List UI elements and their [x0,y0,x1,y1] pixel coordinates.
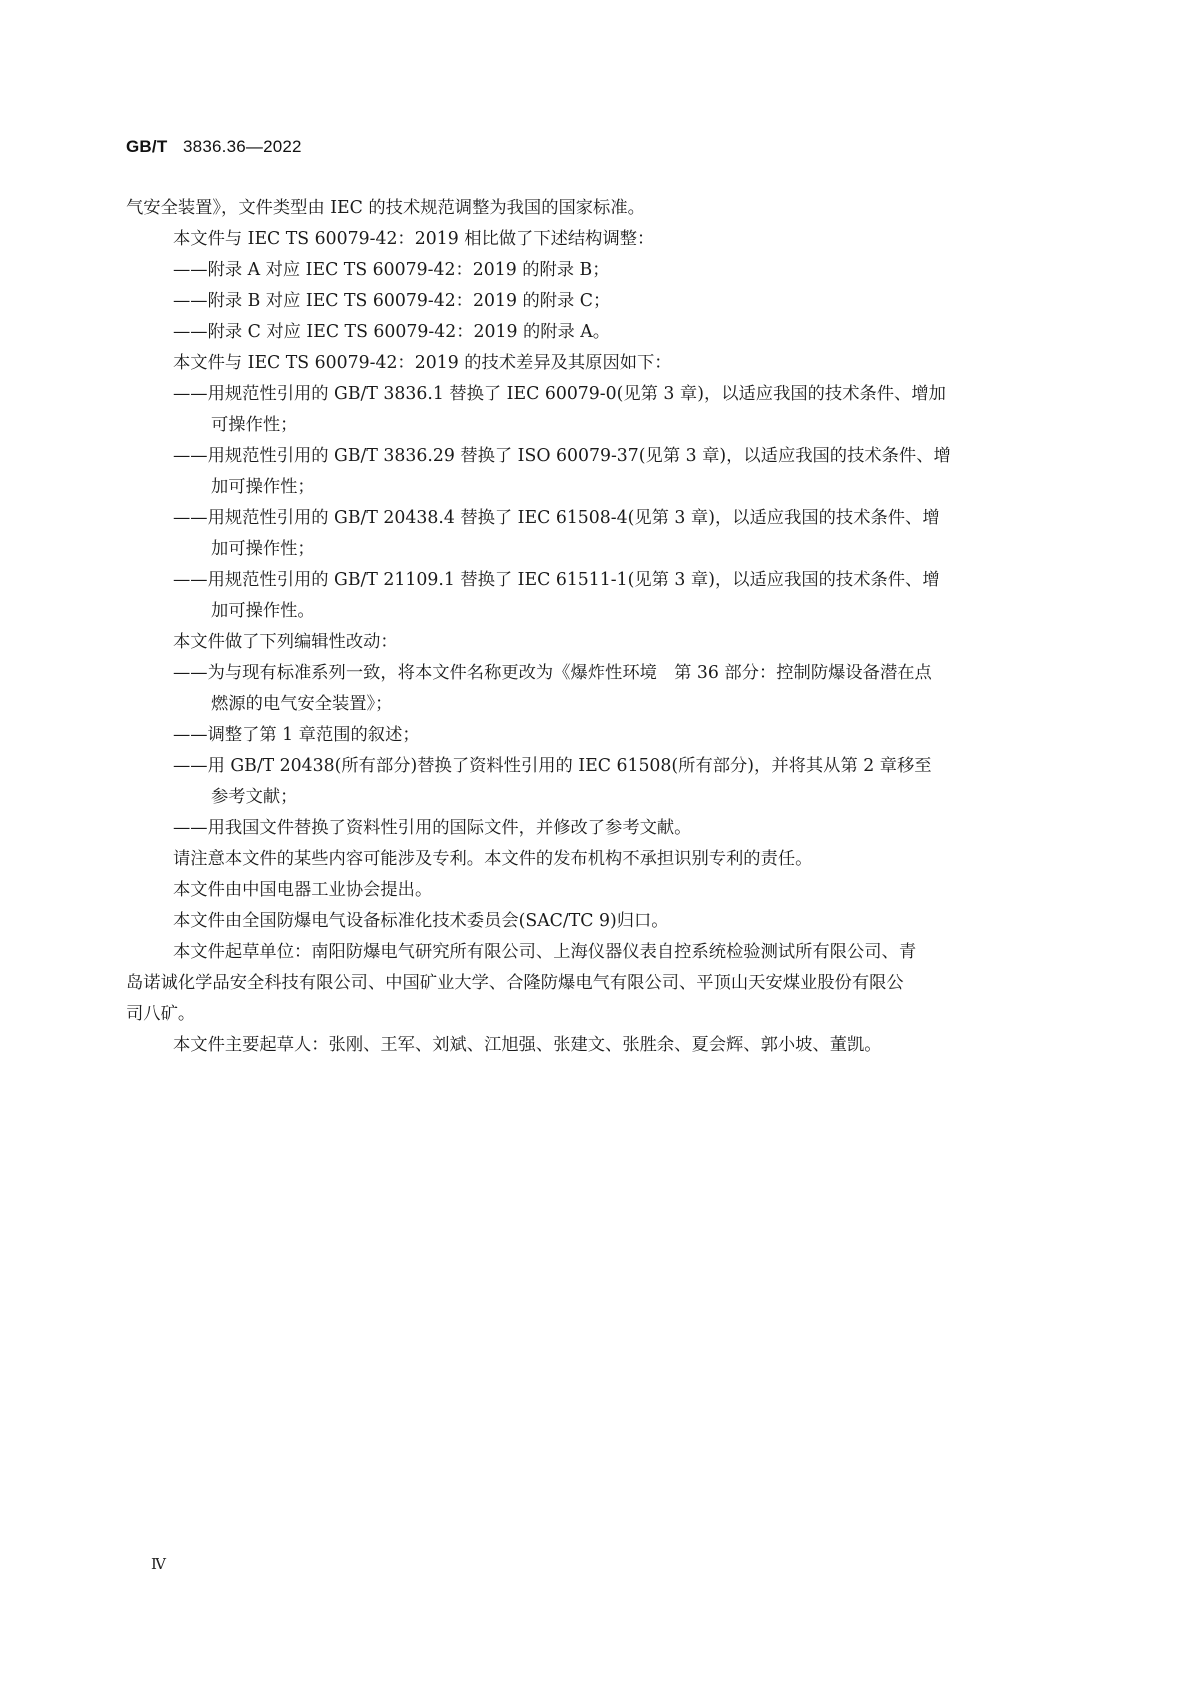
text-line: ——附录 A 对应 IEC TS 60079-42：2019 的附录 B； [173,260,610,280]
text-line: ——附录 B 对应 IEC TS 60079-42：2019 的附录 C； [173,291,611,311]
text-line: ——用 GB/T 20438(所有部分)替换了资料性引用的 IEC 61508(所有部分)，并将其从第 2 章移至 [173,756,932,776]
document-header [126,137,302,157]
standard-prefix: GB/T [126,137,168,156]
text-line: 本文件起草单位：南阳防爆电气研究所有限公司、上海仪器仪表自控系统检验测试所有限公司、青 [173,942,917,962]
text-line: 司八矿。 [126,1004,196,1024]
text-line: ——用规范性引用的 GB/T 3836.1 替换了 IEC 60079-0(见第 3 章)，以适应我国的技术条件、增加 [173,384,946,404]
text-line: 燃源的电气安全装置》； [211,694,393,714]
text-line: 本文件主要起草人：张刚、王军、刘斌、江旭强、张建文、张胜余、夏会辉、郭小坡、董凯。 [173,1035,882,1055]
text-line: 可操作性； [211,415,298,435]
text-line: ——附录 C 对应 IEC TS 60079-42：2019 的附录 A。 [173,322,611,342]
text-line: 本文件与 IEC TS 60079-42：2019 相比做了下述结构调整： [173,229,655,249]
text-line: 加可操作性； [211,477,315,497]
text-line: 本文件由全国防爆电气设备标准化技术委员会(SAC/TC 9)归口。 [173,911,669,931]
foreword-body [126,193,1065,1061]
text-line: ——用我国文件替换了资料性引用的国际文件，并修改了参考文献。 [173,818,692,838]
text-line: 岛诺诚化学品安全科技有限公司、中国矿业大学、合隆防爆电气有限公司、平顶山天安煤业股份有限公 [126,973,904,993]
text-line: ——调整了第 1 章范围的叙述； [173,725,420,745]
text-line: 本文件与 IEC TS 60079-42：2019 的技术差异及其原因如下： [173,353,672,373]
text-line: 气安全装置》，文件类型由 IEC 的技术规范调整为我国的国家标准。 [126,198,645,218]
text-line: ——用规范性引用的 GB/T 21109.1 替换了 IEC 61511-1(见第 3 章)，以适应我国的技术条件、增 [173,570,940,590]
text-line: ——用规范性引用的 GB/T 3836.29 替换了 ISO 60079-37(见第 3 章)，以适应我国的技术条件、增 [173,446,951,466]
text-line: 加可操作性； [211,539,315,559]
text-line: ——为与现有标准系列一致，将本文件名称更改为《爆炸性环境 第 36 部分：控制防爆设备潜在点 [173,663,932,683]
text-line: 参考文献； [211,787,298,807]
page-number: Ⅳ [151,1555,166,1573]
standard-number: 3836.36—2022 [183,137,302,156]
text-line: 本文件做了下列编辑性改动： [173,632,398,652]
text-line: 请注意本文件的某些内容可能涉及专利。本文件的发布机构不承担识别专利的责任。 [173,849,813,869]
text-line: 加可操作性。 [211,601,315,621]
text-line: ——用规范性引用的 GB/T 20438.4 替换了 IEC 61508-4(见第 3 章)，以适应我国的技术条件、增 [173,508,940,528]
text-line: 本文件由中国电器工业协会提出。 [173,880,433,900]
